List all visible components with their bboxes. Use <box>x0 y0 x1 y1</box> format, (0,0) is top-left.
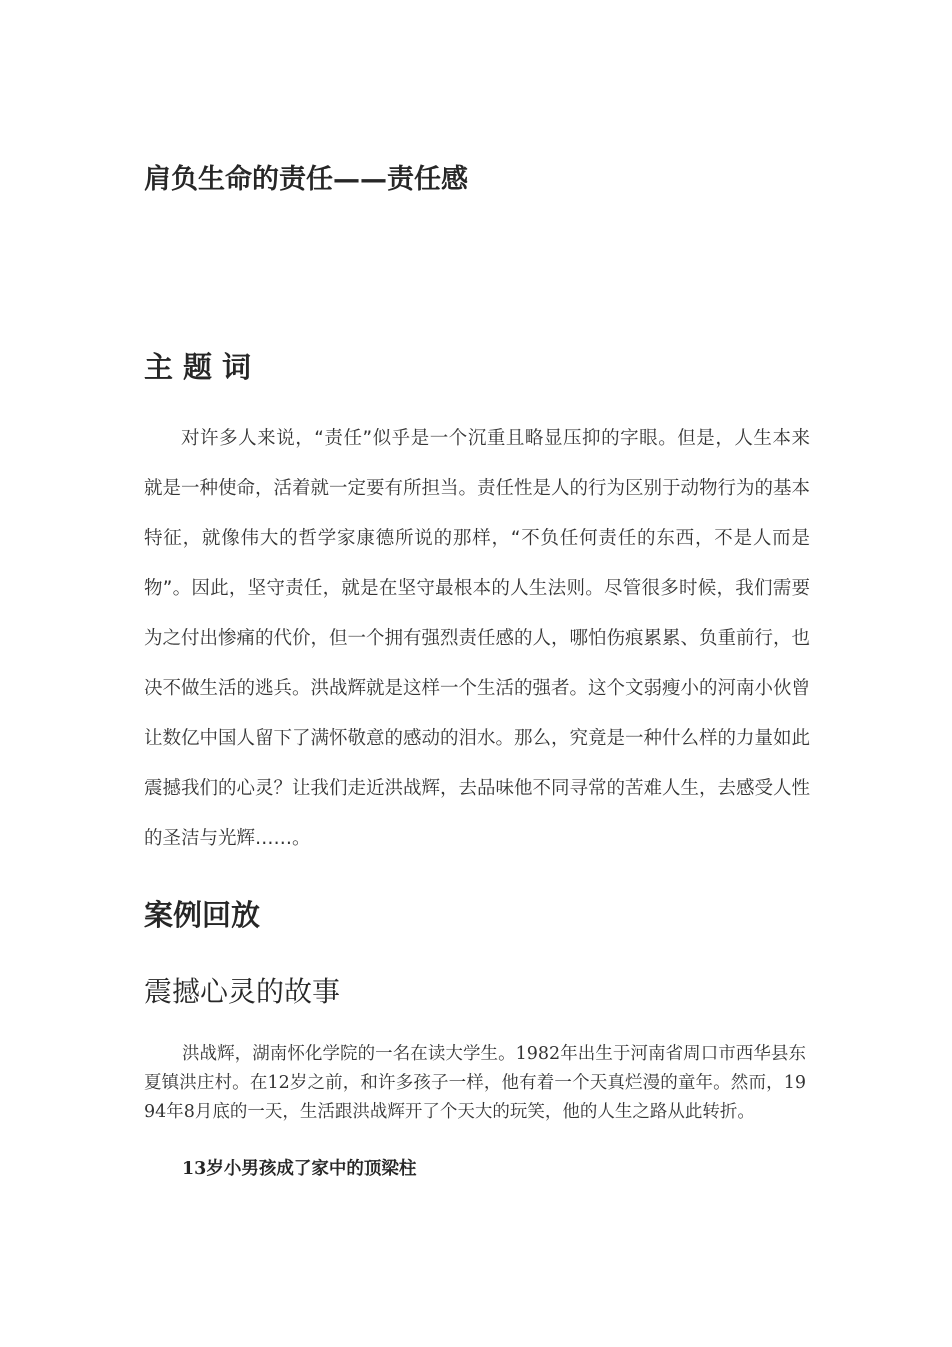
case-review-heading: 案例回放 <box>144 898 261 932</box>
document-title: 肩负生命的责任——责任感 <box>144 164 468 195</box>
theme-heading: 主题词 <box>144 350 262 384</box>
story-subheading: 13岁小男孩成了家中的顶梁柱 <box>182 1159 417 1179</box>
intro-paragraph: 对许多人来说，“责任”似乎是一个沉重且略显压抑的字眼。但是，人生本来就是一种使命，活着就一定要有所担当。责任性是人的行为区别于动物行为的基本特征，就像伟大的哲学家康德所说的那样，“不负任何责任的东西，不是人而是物”。因此，坚守责任，就是在坚守最根本的人生法则。尽管很多时候，我们需要为之付出惨痛的代价，但一个拥有强烈责任感的人，哪怕伤痕累累、负重前行，也决不做生活的逃兵。洪战辉就是这样一个生活的强者。这个文弱瘦小的河南小伙曾让数亿中国人留下了满怀敬意的感动的泪水。那么，究竟是一种什么样的力量如此震撼我们的心灵？让我们走近洪战辉，去品味他不同寻常的苦难人生，去感受人性的圣洁与光辉……。 <box>144 428 811 849</box>
story-title: 震撼心灵的故事 <box>144 975 341 1008</box>
story-paragraph: 洪战辉，湖南怀化学院的一名在读大学生。1982年出生于河南省周口市西华县东夏镇洪庄村。在12岁之前，和许多孩子一样，他有着一个天真烂漫的童年。然而，1994年8月底的一天，生活跟洪战辉开了个天大的玩笑，他的人生之路从此转折。 <box>144 1044 806 1122</box>
